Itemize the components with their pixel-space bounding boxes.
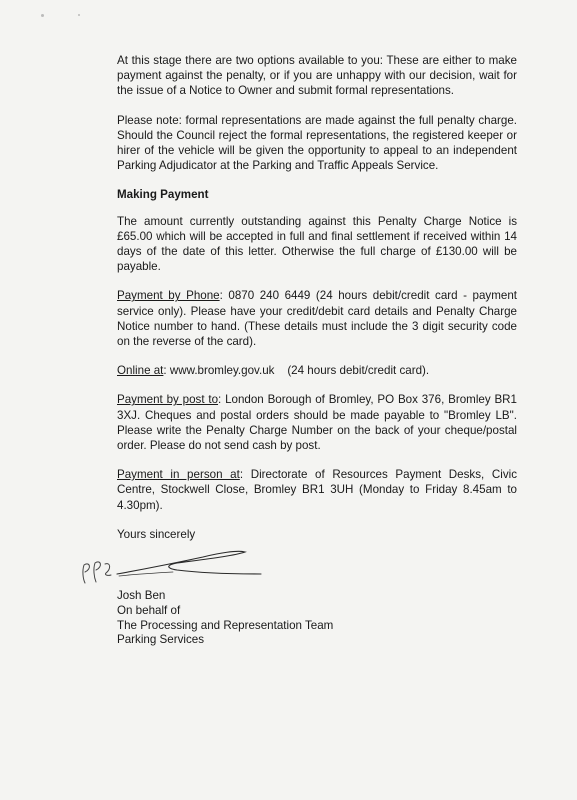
representations-paragraph: Please note: formal representations are made against the full penalty charge. Should the Council reject the formal representations, the registered keeper or hirer of the vehicle will be given the opportunity to appeal to an independent Parking Adjudicator at the Parking and Traffic Appeals Service. (117, 113, 517, 173)
payment-in-person-text: : Directorate of Resources Payment Desks, Civic Centre, Stockwell Close, Bromley BR1 3UH (Monday to Friday 8.45am to 4.30pm). (117, 468, 517, 512)
payment-by-phone (117, 288, 517, 349)
closing-line: Yours sincerely (117, 527, 196, 541)
online-payment-label: Online at (117, 364, 164, 378)
online-payment (117, 363, 517, 378)
amount-paragraph: The amount currently outstanding against this Penalty Charge Notice is £65.00 which will be accepted in full and final settlement if received within 14 days of the date of this letter. Otherwise the full charge of £130.00 will be payable. (117, 214, 517, 274)
payment-in-person (117, 467, 517, 513)
scan-speck (78, 14, 80, 16)
payment-in-person-label: Payment in person at (117, 468, 240, 482)
options-paragraph: At this stage there are two options available to you: These are either to make payment against the penalty, or if you are unhappy with our decision, wait for the issue of a Notice to Owner and submit formal representations. (117, 54, 517, 98)
making-payment-heading: Making Payment (117, 188, 209, 202)
letter-body (117, 53, 517, 648)
signature-scribble (115, 543, 265, 579)
scan-speck (41, 14, 44, 17)
signature-block (117, 589, 517, 648)
payment-by-post-text: : London Borough of Bromley, PO Box 376, Bromley BR1 3XJ. Cheques and postal orders should be made payable to "Bromley LB". Please write the Penalty Charge Number on the back of your cheque/postal order. Please do not send cash by post. (117, 393, 517, 453)
department-name: Parking Services (117, 633, 204, 647)
handwritten-margin-mark (78, 555, 114, 585)
payment-by-post (117, 392, 517, 453)
team-name: The Processing and Representation Team (117, 618, 334, 632)
payment-by-phone-text: : 0870 240 6449 (24 hours debit/credit card - payment service only). Please have your credit/debit card details and Penalty Charge Notice number to hand. (These details must include the 3 digit security code on the reverse of the card). (117, 289, 517, 349)
online-payment-text: : www.bromley.gov.uk (24 hours debit/credit card). (163, 364, 430, 378)
signatory-name: Josh Ben (117, 589, 166, 603)
payment-by-phone-label: Payment by Phone (117, 289, 220, 303)
on-behalf-line: On behalf of (117, 603, 181, 617)
payment-by-post-label: Payment by post to (117, 393, 219, 407)
